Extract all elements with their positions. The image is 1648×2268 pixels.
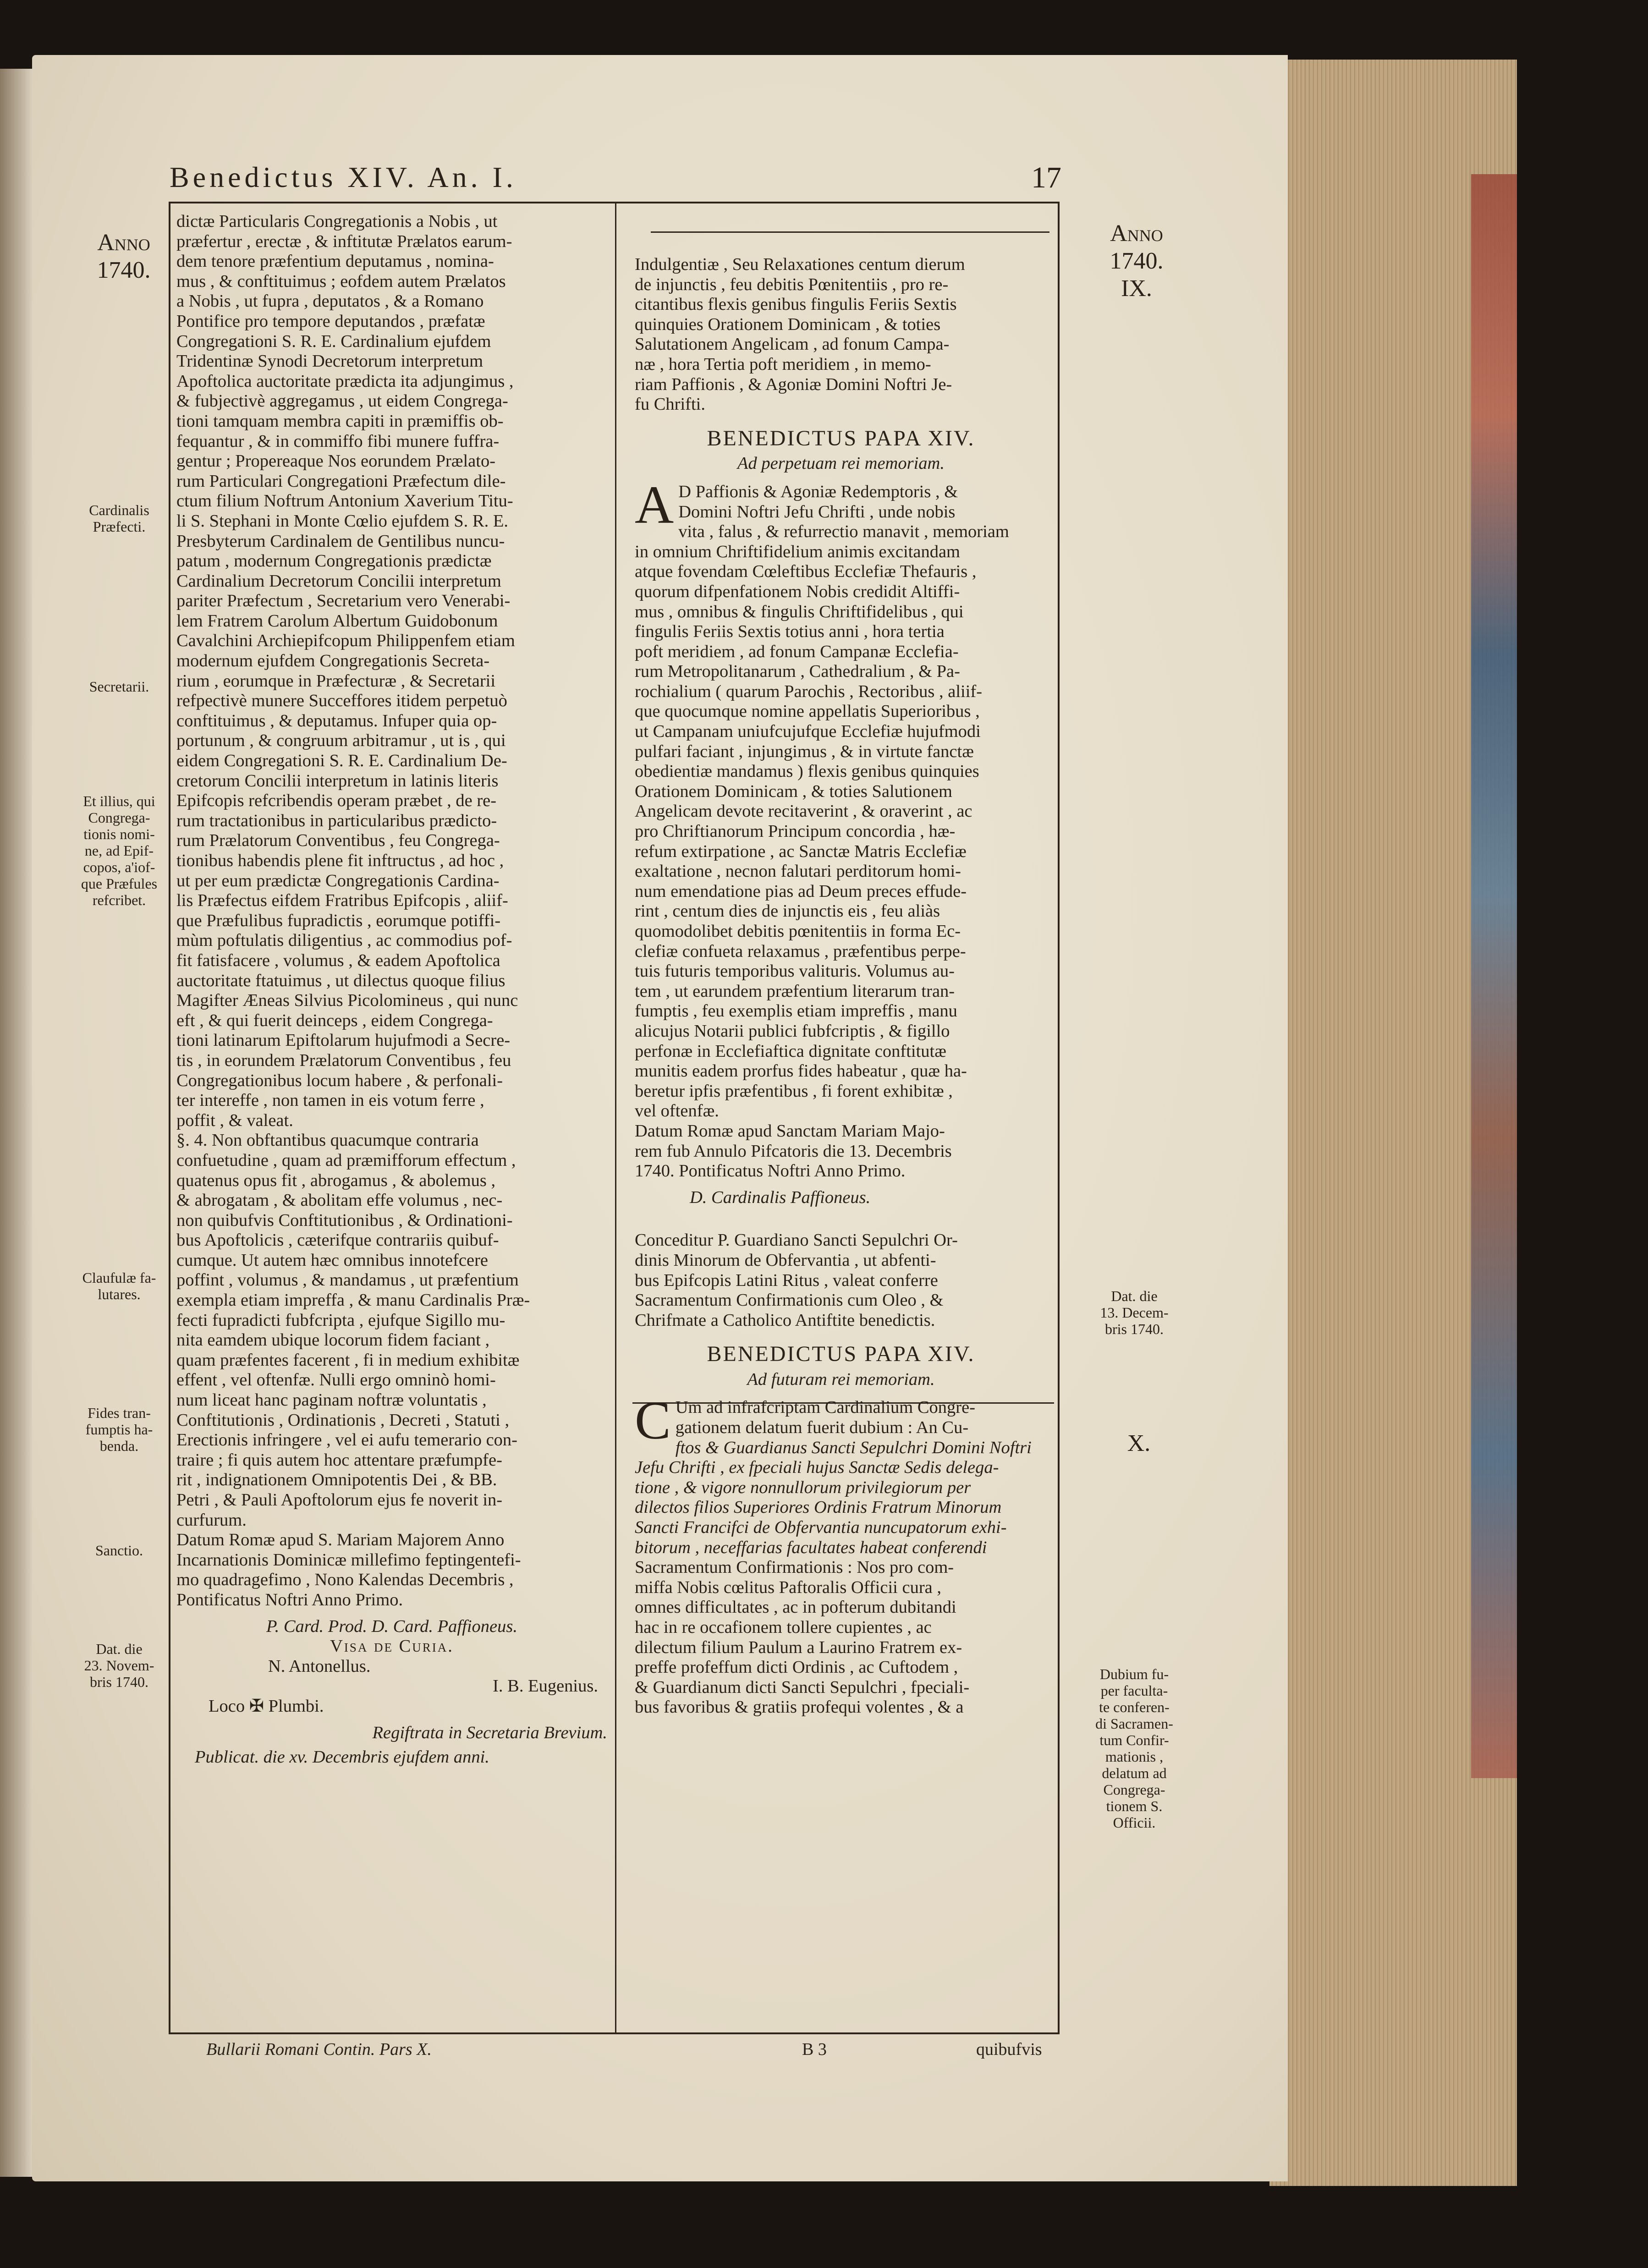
note-line: te conferen- [1099,1699,1170,1715]
text-line: fu Chrifti. [635,395,705,414]
text-line: Datum Romæ apud S. Mariam Majorem Anno [176,1530,505,1550]
text-line: Pontifice pro tempore deputandos , præfatæ [176,311,485,331]
text-line: Um ad infrafcriptam Cardinalium Congre- [675,1398,976,1417]
note-line: ne, ad Epif- [84,842,154,859]
margin-note-cardinalis [73,502,165,535]
note-line: copos, a'iof- [83,859,155,875]
text-line: Sacramentum Confirmationis : Nos pro com- [635,1558,954,1577]
margin-note-dat-left [73,1641,165,1690]
bull-subtitle-1: Ad perpetuam rei memoriam. [737,454,945,473]
text-line: dinis Minorum de Obfervantia , ut abfenti- [635,1250,936,1270]
text-line: quorum difpenfationem Nobis credidit Altiffi- [635,582,960,601]
text-line: vel oftenfæ. [635,1101,719,1121]
text-line: auctoritate ftatuimus , ut dilectus quoque filius [176,971,505,990]
note-line: Congrega- [88,809,150,826]
text-line: Epifcopis refcribendis operam præbet , de re- [176,791,497,811]
text-line: curfurum. [176,1510,247,1530]
text-line: poffint , volumus , & mandamus , ut præfentium [176,1270,519,1290]
text-line: Erectionis infringere , vel ei aufu temerario con- [176,1430,518,1450]
left-text-column [176,212,607,1768]
bull-body-2-lines [635,1390,1047,1718]
text-line: Conceditur P. Guardiano Sancti Sepulchri Or- [635,1230,958,1250]
text-line: mo quadragefimo , Nono Kalendas Decembris , [176,1570,514,1590]
text-line: perfonæ in Ecclefiaftica dignitate conftitutæ [635,1041,946,1061]
signature-eugenius: I. B. Eugenius. [493,1676,598,1696]
text-line: gentur ; Propereaque Nos eorundem Prælato- [176,451,496,471]
text-line: portunum , & congruum arbitramur , ut is , qui [176,731,506,751]
frame-left-rule [169,202,170,2034]
text-line: bus favoribus & gratiis profequi volentes , & a [635,1697,964,1717]
text-line: ctum filium Noftrum Antonium Xaverium Titu- [176,491,513,511]
note-line: refcribet. [92,892,146,908]
right-text-column [635,255,1047,1718]
bull-title-1: BENEDICTUS PAPA XIV. [707,426,975,450]
text-line: Indulgentiæ , Seu Relaxationes centum dierum [635,255,965,274]
text-line: bitorum , neceffarias facultates habeat conferendi [635,1538,987,1557]
note-line: per faculta- [1100,1682,1168,1699]
note-line: bris 1740. [1105,1321,1164,1337]
text-line: quatenus opus fit , abrogamus , & abolemus , [176,1170,496,1190]
anno-year: 1740. [97,257,151,283]
frame-bottom-rule [170,2032,1059,2034]
text-line: Angelicam devote recitaverint , & oraverint , ac [635,802,972,821]
margin-note-dat-right [1088,1288,1180,1337]
text-line: §. 4. Non obftantibus quacumque contraria [176,1131,479,1150]
text-line: eft , & qui fuerit deinceps , eidem Congrega- [176,1010,493,1030]
text-line: fumptis , feu exemplis etiam impreffis , manu [635,1001,957,1021]
text-line: tioni latinarum Epiftolarum hujufmodi a Secre- [176,1031,511,1050]
text-line: Cardinalium Decretorum Concilii interpretum [176,571,501,591]
text-line: Orationem Dominicam , & toties Salutionem [635,781,952,801]
note-line: Dat. die [96,1641,143,1657]
text-line: in omnium Chriftifidelium animis excitandam [635,542,960,561]
text-line: gationem delatum fuerit dubium : An Cu- [675,1418,969,1438]
text-line: Presbyterum Cardinalem de Gentilibus nuncu- [176,531,505,551]
text-line: dilectos filios Superiores Ordinis Fratrum Minorum [635,1498,1002,1517]
text-line: dilectum filium Paulum a Laurino Fratrem ex- [635,1637,962,1657]
text-line: a Nobis , ut fupra , deputatos , & a Romano [176,291,484,311]
note-line: Claufulæ fa- [82,1269,156,1286]
text-line: modernum ejufdem Congregationis Secreta- [176,651,490,671]
text-line: non quibufvis Conftitutionibus , & Ordinationi- [176,1210,513,1230]
text-line: fit fatisfacere , volumus , & eadem Apoftolica [176,950,500,970]
text-line: Chrifmate a Catholico Antiftite benedictis. [635,1310,935,1330]
intro-summary-lines [635,255,1047,415]
note-line: di Sacramen- [1095,1715,1173,1732]
text-line: ut Campanam uniufcujufque Ecclefiæ hujufmodi [635,722,981,741]
note-line: Præfecti. [93,518,146,535]
text-line: patum , modernum Congregationis prædictæ [176,551,492,571]
text-line: Jefu Chrifti , ex fpeciali hujus Sanctæ Sedis delega- [635,1458,999,1477]
note-line: Cardinalis [89,502,149,518]
note-line: Dat. die [1111,1288,1158,1304]
text-line: mus , & conftituimus ; eofdem autem Prælatos [176,271,506,291]
text-line: Petri , & Pauli Apoftolorum ejus fe noverit in- [176,1490,503,1510]
running-title: Benedictus XIV. An. I. [170,161,517,193]
text-line: & Guardianum dicti Sancti Sepulchri , fpeciali- [635,1677,970,1697]
text-line: tis , in eorundem Prælatorum Conventibus , feu [176,1050,511,1070]
text-line: tionibus habendis plene fit inftructus , ad hoc , [176,851,504,870]
text-line: effent , vel oftenfæ. Nulli ergo omninò homi- [176,1370,496,1390]
margin-anno-left [78,229,170,284]
note-line: tionem S. [1106,1798,1163,1814]
text-line: Apoftolica auctoritate prædicta ita adjungimus , [176,371,514,391]
text-line: D Paffionis & Agoniæ Redemptoris , & [678,482,958,501]
text-line: que Præfulibus fupradictis , eorumque potiffi- [176,911,501,930]
anno-year: 1740. [1110,248,1164,274]
text-line: refum extirpatione , ac Sanctæ Matris Ecclefiæ [635,841,967,861]
margin-note-fides [73,1405,165,1454]
text-line: næ , hora Tertia poft meridiem , in memo- [635,354,931,374]
text-line: traire ; fi quis autem hoc attentare præfumpfe- [176,1450,502,1470]
text-line: riam Paffionis , & Agoniæ Domini Noftri Je- [635,374,952,394]
text-line: miffa Nobis cœlitus Paftoralis Officii cura , [635,1577,941,1597]
text-line: clefiæ confueta relaxamus , præfentibus perpe- [635,941,966,961]
text-line: poft meridiem , ad fonum Campanæ Ecclefia- [635,642,959,661]
left-body-lines [176,212,607,1610]
text-line: Sacramentum Confirmationis cum Oleo , & [635,1291,944,1310]
publicat-line: Publicat. die xv. Decembris ejufdem anni. [195,1747,489,1767]
note-line: tionis nomi- [83,826,155,842]
text-line: alicujus Notarii publici fubfcriptis , & figillo [635,1021,950,1041]
text-line: rint , centum dies de injunctis eis , feu aliàs [635,901,940,921]
margin-note-secretarii [73,678,165,695]
frame-top-rule [170,202,1059,203]
text-line: rochialium ( quarum Parochis , Rectoribus , aliif- [635,681,983,701]
text-line: Conftitutionis , Ordinationis , Decreti , Statuti , [176,1410,510,1430]
column-divider [615,202,616,2034]
text-line: de injunctis , feu debitis Pœnitentiis , pro re- [635,275,949,294]
footer-catchword: quibufvis [976,2040,1042,2059]
note-line: 23. Novem- [84,1657,154,1674]
bull-title-2: BENEDICTUS PAPA XIV. [707,1342,975,1367]
note-line: Secretarii. [89,678,149,695]
text-line: rum Particulari Congregationi Præfectum dile- [176,471,506,491]
loco-plumbi: Loco ✠ Plumbi. [209,1696,324,1716]
bull-subtitle-2: Ad futuram rei memoriam. [747,1369,935,1389]
text-line: ter intereffe , non tamen in eis votum ferre , [176,1091,484,1110]
note-line: que Præfules [81,875,158,892]
bull-body-1 [635,474,1047,1181]
note-line: Officii. [1113,1814,1156,1831]
running-head [170,160,1040,194]
text-line: Domini Noftri Jefu Chrifti , unde nobis [678,502,956,522]
text-line: ftos & Guardianus Sancti Sepulchri Domini Noftri [675,1438,1032,1457]
drop-cap-c: C [635,1390,671,1451]
note-line: delatum ad [1102,1765,1167,1781]
text-line: lis Præfectus eifdem Fratribus Epifcopis , aliif- [176,891,508,911]
note-line: fumptis ha- [85,1421,153,1438]
text-line: bus Epifcopis Latini Ritus , valeat conferre [635,1270,938,1290]
note-line: Congrega- [1103,1781,1165,1798]
text-line: tione , & vigore nonnullorum privilegiorum per [635,1477,971,1497]
text-line: poffit , & valeat. [176,1110,293,1130]
marbled-edge [1471,174,1517,1778]
text-line: conftituimus , & deputamus. Infuper quia op- [176,711,497,730]
text-line: confuetudine , quam ad præmifforum effectum , [176,1150,516,1170]
text-line: cumque. Ut autem hæc omnibus innotefcere [176,1250,488,1270]
text-line: rum Metropolitanarum , Cathedralium , & Pa- [635,662,960,681]
bull-number-x: X. [1127,1430,1151,1456]
page-number: 17 [1031,161,1061,194]
rule-under-intro [651,231,1049,233]
text-line: Tridentinæ Synodi Decretorum interpretum [176,351,483,371]
footer-series: Bullarii Romani Contin. Pars X. [206,2040,432,2059]
note-line: mationis , [1105,1748,1164,1765]
signature-antonellus: N. Antonellus. [268,1656,371,1676]
note-line: benda. [99,1438,139,1454]
anno-label: Anno [97,230,150,256]
text-line: preffe profeffum dicti Ordinis , ac Cuftodem , [635,1658,958,1677]
text-line: Sancti Francifci de Obfervantia nuncupatorum exhi- [635,1518,1007,1538]
text-line: fecti fupradicti fubfcripta , ejufque Sigillo mu- [176,1310,505,1330]
text-line: lem Fratrem Carolum Albertum Guidobonum [176,611,498,631]
text-line: rum tractationibus in particularibus prædicto- [176,811,497,830]
text-line: bus Apoftolicis , cæterifque contrariis quibuf- [176,1230,499,1250]
visa-de-curia: Visa de Curia. [330,1636,454,1656]
text-line: munitis eadem prorfus fides habeatur , quæ ha- [635,1061,967,1081]
text-line: beretur ipfis præfentibus , fi forent exhibitæ , [635,1081,953,1101]
frame-right-rule [1058,202,1060,2034]
text-line: rit , indignationem Omnipotentis Dei , & BB. [176,1470,497,1490]
text-line: rum Prælatorum Conventibus , feu Congrega- [176,831,500,851]
drop-cap-a: A [635,474,674,535]
text-line: atque fovendam Cœleftibus Ecclefiæ Thefauris , [635,562,977,582]
text-line: refpectivè munere Succeffores itidem perpetuò [176,691,507,711]
signature-passioneus: D. Cardinalis Paffioneus. [690,1187,871,1207]
text-line: pulfari faciant , injungimus , & in virtute fanctæ [635,741,974,761]
note-line: Dubium fu- [1099,1666,1169,1682]
text-line: citantibus flexis genibus fingulis Feriis Sextis [635,295,957,314]
text-line: Magifter Æneas Silvius Picolomineus , qui nunc [176,991,518,1010]
text-line: Cavalchini Archiepifcopum Philippenfem etiam [176,631,515,651]
text-line: 1740. Pontificatus Noftri Anno Primo. [635,1161,906,1181]
text-line: obedientiæ mandamus ) flexis genibus quinquies [635,762,979,781]
text-line: num emendatione pias ad Deum preces effude- [635,881,967,901]
text-line: mùm poftulatis diligentius , ac commodius pof- [176,931,512,950]
text-line: & abrogatam , & abolitam effe volumus , nec- [176,1191,503,1210]
text-line: Congregationibus locum habere , & perfonali- [176,1071,503,1090]
text-line: vita , falus , & refurrectio manavit , memoriam [678,522,1009,542]
text-line: Salutationem Angelicam , ad fonum Campa- [635,335,950,354]
margin-note-claufulae [73,1269,165,1302]
text-line: que quocumque nomine appellatis Superioribus , [635,702,980,721]
text-line: quinquies Orationem Dominicam , & toties [635,314,941,334]
text-line: & fubjectivè aggregamus , ut eidem Congrega- [176,391,508,411]
adjacent-page-edge [0,69,32,2177]
text-line: tioni tamquam membra capiti in præmiffis ob- [176,411,504,431]
note-line: 13. Decem- [1100,1304,1169,1321]
anno-label: Anno [1110,220,1163,247]
text-line: li S. Stephani in Monte Cœlio ejufdem S. R. E. [176,511,508,531]
text-line: cretorum Concilii interpretum in latinis literis [176,771,499,791]
note-line: tum Confir- [1099,1732,1169,1748]
text-line: rium , eorumque in Præfecturæ , & Secretarii [176,671,496,691]
text-line: quam præfentes facerent , fi in medium exhibitæ [176,1350,520,1370]
footer-signature-mark: B 3 [802,2040,827,2059]
text-line: fequantur , & in commiffo fibi munere fuffra- [176,431,500,451]
note-line: bris 1740. [90,1674,148,1690]
signature-prod-passioneus: P. Card. Prod. D. Card. Paffioneus. [266,1616,517,1636]
text-line: num liceat hanc paginam noftræ voluntatis , [176,1390,487,1410]
text-line: nita eamdem ubique locorum fidem faciant , [176,1330,490,1350]
text-line: tuis futuris temporibus valituris. Volumus au- [635,961,955,981]
text-line: dem tenore præfentium deputamus , nomina- [176,252,494,271]
text-line: quomodolibet debitis pœnitentiis in forma Ec- [635,922,961,941]
registrata-line: Regiftrata in Secretaria Brevium. [372,1723,607,1742]
note-line: Et illius, qui [83,793,155,809]
margin-note-dubium [1088,1666,1180,1831]
text-line: exempla etiam impreffa , & manu Cardinalis Præ- [176,1291,530,1310]
note-line: Sanctio. [95,1542,143,1559]
text-line: pariter Præfectum , Secretarium vero Venerabi- [176,591,511,611]
text-line: dictæ Particularis Congregationis a Nobis , ut [176,212,498,231]
margin-note-sanctio [73,1542,165,1559]
summary-x-lines [635,1230,1047,1330]
bull-body-1-lines [635,474,1047,1181]
text-line: hac in re occafionem tollere cupientes , ac [635,1618,932,1637]
text-line: mus , omnibus & fingulis Chriftifidelibus , qui [635,602,964,621]
text-line: fingulis Feriis Sextis totius anni , hora tertia [635,622,945,642]
text-line: Congregationi S. R. E. Cardinalium ejufdem [176,331,491,351]
margin-anno-right [1091,220,1182,302]
text-line: præfertur , erectæ , & inftitutæ Prælatos earum- [176,231,512,251]
bull-number-ix: IX. [1121,275,1152,302]
text-line: Pontificatus Noftri Anno Primo. [176,1590,403,1609]
margin-note-et-illius [73,793,165,908]
text-line: tem , ut earundem præfentium literarum tran- [635,981,955,1001]
bull-body-2 [635,1390,1047,1718]
text-line: Datum Romæ apud Sanctam Mariam Majo- [635,1121,945,1141]
text-line: exaltatione , necnon falutari perditorum homi- [635,862,961,881]
text-line: rem fub Annulo Pifcatoris die 13. Decembris [635,1141,952,1161]
text-line: ut per eum prædictæ Congregationis Cardina- [176,871,500,890]
note-line: lutares. [98,1286,141,1302]
text-line: eidem Congregationi S. R. E. Cardinalium De- [176,751,507,771]
text-line: omnes difficultates , ac in pofterum dubitandi [635,1598,956,1617]
note-line: Fides tran- [88,1405,151,1421]
text-line: Incarnationis Dominicæ millefimo feptingentefi- [176,1550,521,1570]
text-line: pro Chriftianorum Principum concordia , hæ- [635,822,956,841]
